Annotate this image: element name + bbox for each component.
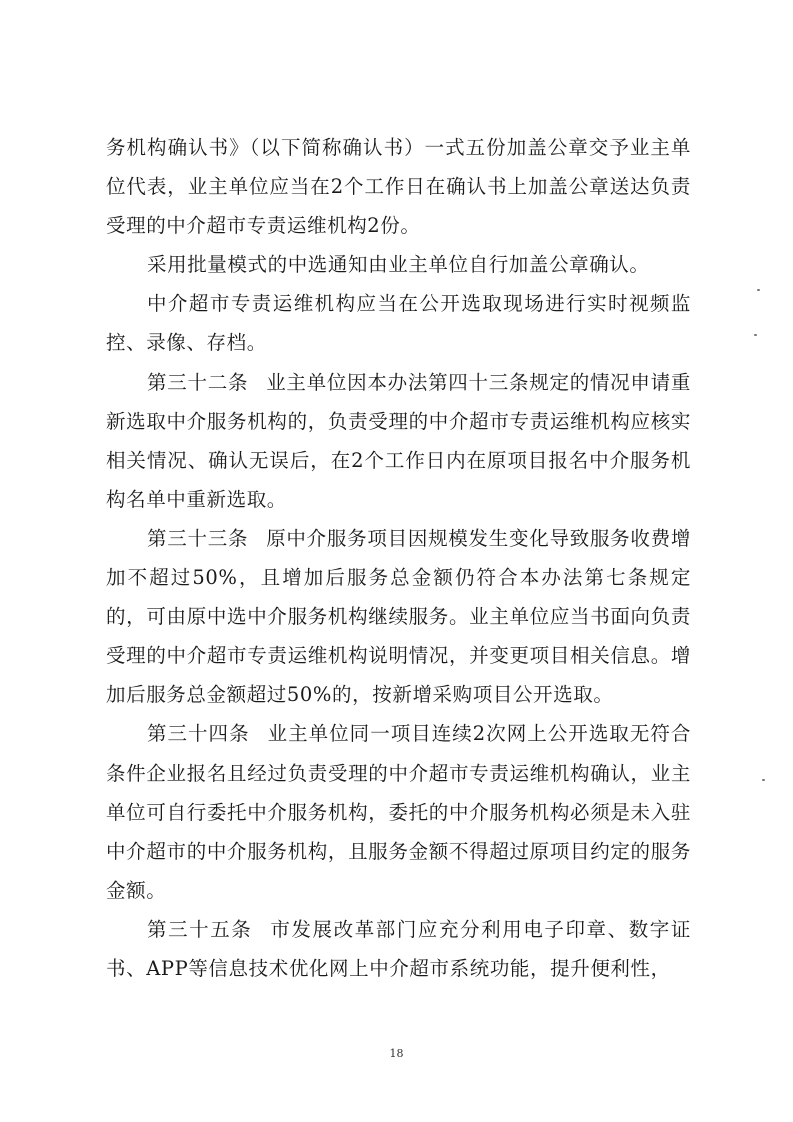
article-text: 业主单位同一项目连续2次网上公开选取无符合条件企业报名且经过负责受理的中介超市专责运维机构确认，业主单位可自行委托中介服务机构，委托的中介服务机构必须是未入驻中介超市的中介服务机构，且服务金额不得超过原项目约定的服务金额。: [106, 722, 691, 902]
page-number: 18: [389, 1047, 404, 1060]
article-number: 第三十三条: [147, 526, 249, 550]
article-number: 第三十二条: [147, 370, 249, 394]
scan-speck: [762, 779, 765, 781]
article-32: [106, 363, 691, 519]
body-text: [106, 128, 691, 988]
paragraph-text: 中介超市专责运维机构应当在公开选取现场进行实时视频监控、录像、存档。: [106, 292, 691, 355]
paragraph-text: 务机构确认书》（以下简称确认书）一式五份加盖公章交予业主单位代表，业主单位应当在2个工作日在确认书上加盖公章送达负责受理的中介超市专责运维机构2份。: [106, 136, 691, 238]
paragraph-text: 采用批量模式的中选通知由业主单位自行加盖公章确认。: [147, 253, 650, 277]
article-35: [106, 910, 691, 988]
article-number: 第三十五条: [147, 917, 253, 941]
paragraph-batch-mode: [106, 245, 691, 284]
paragraph-continuation: [106, 128, 691, 245]
article-33: [106, 519, 691, 714]
article-text: 业主单位因本办法第四十三条规定的情况申请重新选取中介服务机构的，负责受理的中介超市专责运维机构应核实相关情况、确认无误后，在2个工作日内在原项目报名中介服务机构名单中重新选取。: [106, 370, 691, 511]
paragraph-video-monitoring: [106, 284, 691, 362]
article-text: 市发展改革部门应充分利用电子印章、数字证书、APP等信息技术优化网上中介超市系统功能，提升便利性，: [106, 917, 691, 980]
scan-speck: [757, 289, 760, 291]
article-34: [106, 714, 691, 909]
article-text: 原中介服务项目因规模发生变化导致服务收费增加不超过50%，且增加后服务总金额仍符合本办法第七条规定的，可由原中选中介服务机构继续服务。业主单位应当书面向负责受理的中介超市专责运维机构说明情况，并变更项目相关信息。增加后服务总金额超过50%的，按新增采购项目公开选取。: [106, 526, 691, 707]
scan-speck: [754, 334, 757, 336]
article-number: 第三十四条: [147, 722, 250, 746]
